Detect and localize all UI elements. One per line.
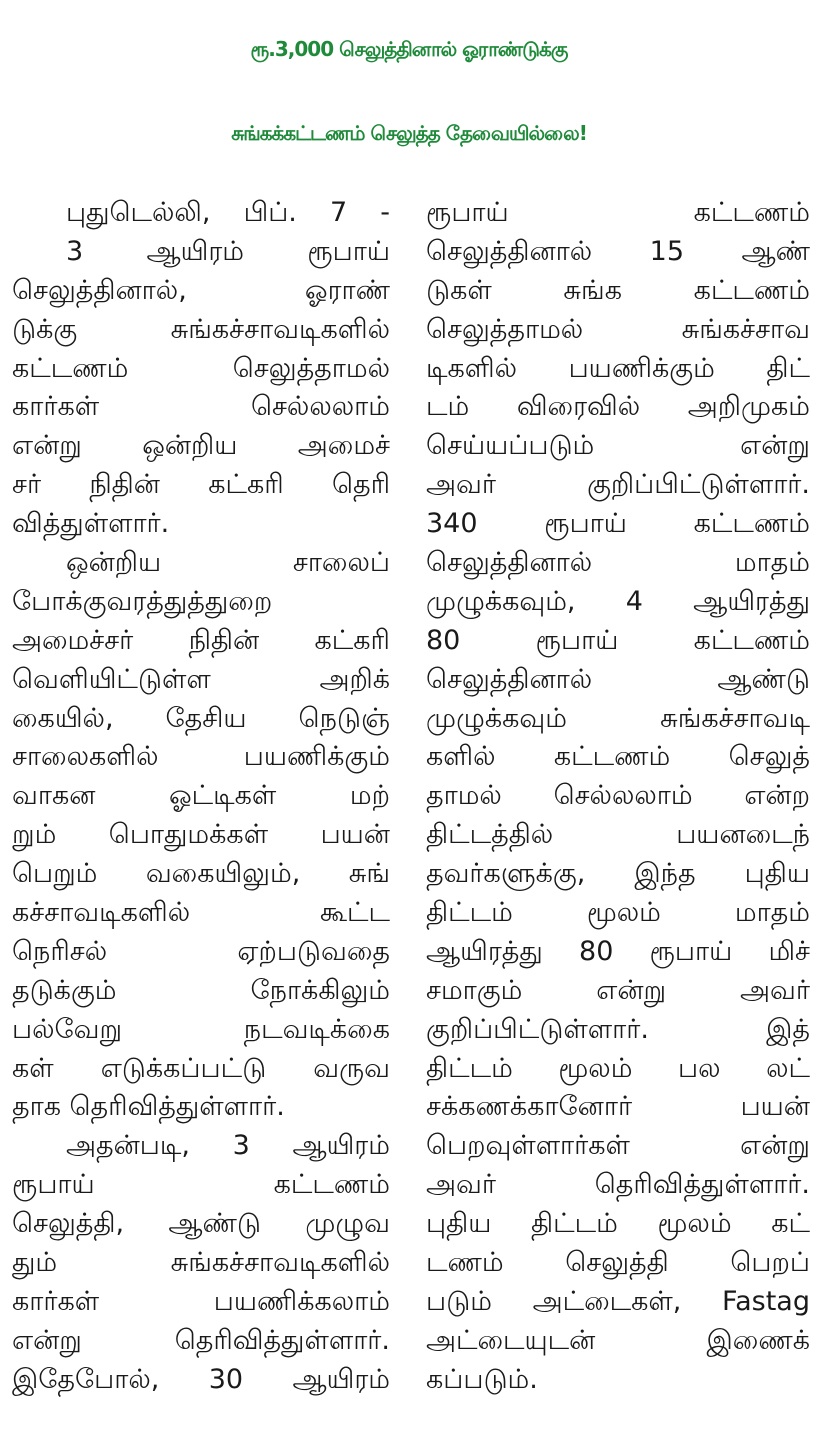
article-line: திட்டம் மூலம் பல லட் xyxy=(426,1052,810,1084)
article-line: ஆயிரத்து 80 ரூபாய் மிச் xyxy=(426,935,810,967)
article-line: வாகன ஓட்டிகள் மற் xyxy=(12,780,390,812)
article-line: டம் விரைவில் அறிமுகம் xyxy=(426,391,810,423)
article-line: டுக்கு சுங்கச்சாவடிகளில் xyxy=(12,313,390,345)
article-line: முழுக்கவும் சுங்கச்சாவடி xyxy=(426,702,810,734)
article-line: திட்டம் மூலம் மாதம் xyxy=(426,897,810,929)
article-line: ரூபாய் கட்டணம் xyxy=(426,197,810,228)
article-line: 340 ரூபாய் கட்டணம் xyxy=(426,508,810,540)
article-line: தாக தெரிவித்துள்ளார். xyxy=(12,1091,285,1123)
article-line: செலுத்தினால், ஓராண் xyxy=(12,274,390,306)
article-line: 3 ஆயிரம் ரூபாய் xyxy=(66,235,390,267)
article-line: கப்படும். xyxy=(426,1363,538,1395)
article-line: தும் சுங்கச்சாவடிகளில் xyxy=(12,1247,390,1279)
article-line: கள் எடுக்கப்பட்டு வருவ xyxy=(12,1052,390,1084)
article-line: கார்கள் பயணிக்கலாம் xyxy=(12,1285,390,1317)
article-line: வெளியிட்டுள்ள அறிக் xyxy=(12,663,390,695)
article-line: ரூபாய் கட்டணம் xyxy=(12,1169,390,1201)
article-line: என்று தெரிவித்துள்ளார். xyxy=(12,1324,390,1356)
article-line: டணம் செலுத்தி பெறப் xyxy=(426,1247,810,1279)
article-line: குறிப்பிட்டுள்ளார். இத் xyxy=(426,1013,810,1045)
article-right-column xyxy=(426,194,810,1400)
article-left-column xyxy=(12,194,390,1400)
article-line: பெறும் வகையிலும், சுங் xyxy=(12,858,390,890)
article-line: முழுக்கவும், 4 ஆயிரத்து xyxy=(426,585,810,617)
article-line: சாலைகளில் பயணிக்கும் xyxy=(12,741,390,773)
article-line: கட்டணம் செலுத்தாமல் xyxy=(12,352,390,384)
article-line: டிகளில் பயணிக்கும் திட் xyxy=(426,352,810,384)
headline-line-2: சுங்கக்கட்டணம் செலுத்த தேவையில்லை! xyxy=(231,121,587,145)
article-line: ஒன்றிய சாலைப் xyxy=(66,547,390,579)
article-line: தவர்களுக்கு, இந்த புதிய xyxy=(426,858,810,890)
article-line: களில் கட்டணம் செலுத் xyxy=(426,741,810,773)
article-line: செய்யப்படும் என்று xyxy=(426,430,810,462)
article-line: அமைச்சர் நிதின் கட்கரி xyxy=(12,624,390,656)
article-line: சக்கணக்கானோர் பயன் xyxy=(426,1091,810,1123)
article-line: சமாகும் என்று அவர் xyxy=(426,974,810,1006)
article-line: அதன்படி, 3 ஆயிரம் xyxy=(66,1130,390,1162)
article-line: நெரிசல் ஏற்படுவதை xyxy=(12,935,390,967)
article-line: போக்குவரத்துத்துறை xyxy=(12,585,273,617)
article-line: செலுத்தி, ஆண்டு முழுவ xyxy=(12,1208,390,1240)
article-line: பெறவுள்ளார்கள் என்று xyxy=(426,1130,810,1162)
article-line: பல்வேறு நடவடிக்கை xyxy=(12,1013,390,1045)
article-line: அவர் தெரிவித்துள்ளார். xyxy=(426,1169,810,1201)
article-line: கச்சாவடிகளில் கூட்ட xyxy=(12,897,390,929)
article-line: புதிய திட்டம் மூலம் கட் xyxy=(426,1208,810,1240)
article-line: என்று ஒன்றிய அமைச் xyxy=(12,430,390,462)
article-line: செலுத்தினால் ஆண்டு xyxy=(426,663,810,695)
article-line: கையில், தேசிய நெடுஞ் xyxy=(12,702,390,734)
article-line: செலுத்தாமல் சுங்கச்சாவ xyxy=(426,313,810,345)
article-line: திட்டத்தில் பயனடைந் xyxy=(426,819,810,851)
article-line: டுகள் சுங்க கட்டணம் xyxy=(426,274,810,306)
article-line: படும் அட்டைகள், Fastag xyxy=(426,1285,810,1317)
article-line: செலுத்தினால் மாதம் xyxy=(426,547,810,579)
article-line: புதுடெல்லி, பிப். 7 - xyxy=(66,197,390,228)
headline-line-1: ரூ.3,000 செலுத்தினால் ஓராண்டுக்கு xyxy=(250,37,568,61)
article-line: தாமல் செல்லலாம் என்ற xyxy=(426,780,810,812)
article-line: கார்கள் செல்லலாம் xyxy=(12,391,390,423)
article-line: வித்துள்ளார். xyxy=(12,508,170,540)
article-line: அட்டையுடன் இணைக் xyxy=(426,1324,810,1356)
article-line: தடுக்கும் நோக்கிலும் xyxy=(12,974,390,1006)
article-line: செலுத்தினால் 15 ஆண் xyxy=(426,235,810,267)
article-line: 80 ரூபாய் கட்டணம் xyxy=(426,624,810,656)
article-line: அவர் குறிப்பிட்டுள்ளார். xyxy=(426,469,810,501)
article-line: சர் நிதின் கட்கரி தெரி xyxy=(12,469,390,501)
article-line: இதேபோல், 30 ஆயிரம் xyxy=(12,1363,390,1395)
article-line: றும் பொதுமக்கள் பயன் xyxy=(12,819,390,851)
